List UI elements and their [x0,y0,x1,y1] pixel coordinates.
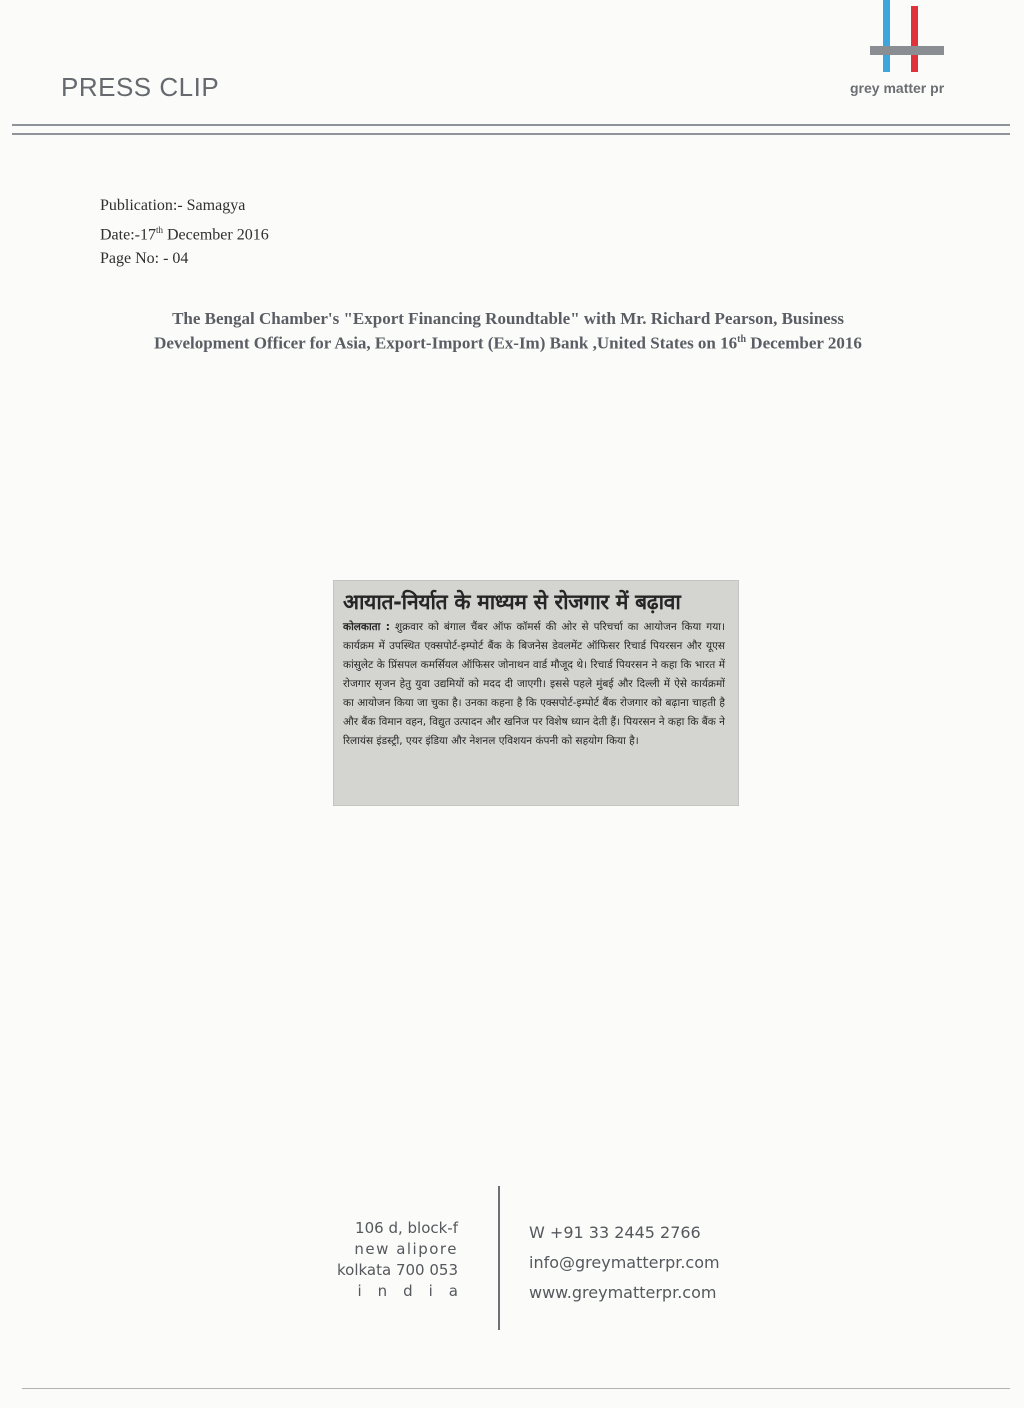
clipping-dateline: कोलकाता : [343,621,390,633]
address-line-3: kolkata 700 053 [337,1261,458,1279]
headline-line-2-text: Development Officer for Asia, Export-Import (Ex-Im) Bank ,United States on 16 [154,333,738,353]
headline-line-1: The Bengal Chamber's "Export Financing Roundtable" with Mr. Richard Pearson, Business [172,309,844,328]
footer-phone: W +91 33 2445 2766 [529,1223,701,1242]
date-prefix: Date:-17 [100,226,156,244]
page-title: PRESS CLIP [61,72,220,102]
clipping-text: शुक्रवार को बंगाल चैंबर ऑफ कॉमर्स की ओर से परिचर्चा का आयोजन किया गया। कार्यक्रम में उपस्थित एक्सपोर्ट-इम्पोर्ट बैंक के बिजनेस डेवलमेंट ऑफिसर रिचार्ड पियरसन और यूएस कांसुलेट के प्रिंसपल कमर्सियल ऑफिसर जोनाथन वार्ड मौजूद थे। रिचार्ड पियरसन ने कहा कि भारत में रोजगार सृजन हेतु युवा उद्यमियों को मदद दी जाएगी। इससे पहले मुंबई और दिल्ली में ऐसे कार्यक्रमों का आयोजन किया जा चुका है। उनका कहना है कि एक्सपोर्ट-इम्पोर्ट बैंक रोजगार को बढ़ाना चाहती है और बैंक विमान वहन, विद्युत उत्पादन और खनिज पर विशेष ध्यान देती हैं। पियरसन ने कहा कि बैंक ने रिलायंस इंडस्ट्री, एयर इंडिया और नेशनल एविशयन कंपनी को सहयोग किया है। [343,621,725,747]
brand-name: grey matter pr [850,80,945,96]
bottom-border [22,1388,1010,1389]
footer-website[interactable]: www.greymatterpr.com [529,1283,717,1302]
headline-date-suffix: th [737,334,747,345]
footer-divider [498,1186,500,1330]
address-line-2: new alipore [354,1240,458,1258]
publication-line: Publication:- Samagya [100,197,246,214]
clipping-title: आयात-निर्यात के माध्यम से रोजगार में बढ़ावा [343,590,681,614]
address-line-1: 106 d, block-f [355,1219,458,1237]
footer-email[interactable]: info@greymatterpr.com [529,1253,720,1272]
publication-meta [100,194,269,271]
headline-line-2-rest: December 2016 [746,333,862,353]
headline-line-2 [88,329,928,354]
newspaper-clipping [333,580,739,806]
page-number-line: Page No: - 04 [100,250,189,268]
logo-red-bar [911,6,918,72]
logo-grey-bar [870,46,944,55]
clip-headline [88,308,928,354]
logo-blue-bar [883,0,890,72]
date-suffix: th [155,225,163,235]
clipping-body [343,618,725,751]
header-rule-top [12,124,1010,126]
footer-contact [529,1218,720,1308]
date-line [100,218,269,247]
header-rule-bottom [12,133,1010,135]
date-rest: December 2016 [163,226,269,244]
address-line-4: india [357,1282,474,1300]
footer-address [337,1218,474,1302]
